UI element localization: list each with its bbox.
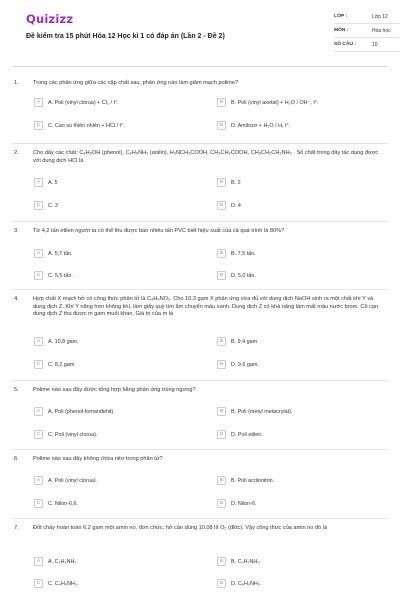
option-letter-badge: C [34,499,43,508]
option-text: C. Nilon-6,6. [48,500,78,507]
option-letter-badge: D [217,271,226,280]
option-b[interactable] [217,475,367,486]
option-letter-badge: B [217,337,226,346]
question-text: Hợp chất X mạch hở có công thức phân tử là C₄H₉NO₂. Cho 10,3 gam X phản ứng vừa đủ với dung dịch NaOH sinh ra một chất khí Y và dung dịch Z. Khí Y nặng hơn không khí, làm giấy quỳ tím ẩm chuyển màu xanh. Dung dịch Z có khả năng làm mất màu nước brom. Cô cạn dung dịch Z thu được m gam muối khan. Giá trị của m là [33,296,379,318]
question-divider [12,518,388,519]
option-d[interactable] [217,200,367,211]
option-text: D. C₆H₅NH₂. [231,580,262,587]
option-c[interactable] [34,359,184,370]
option-letter-badge: B [217,557,226,566]
option-letter-badge: C [34,430,43,439]
option-text: C. Poli (vinyl clorua). [48,431,98,438]
option-d[interactable] [217,578,367,589]
question-divider [12,143,388,144]
option-letter-badge: A [34,178,43,187]
option-letter-badge: A [34,407,43,416]
option-b[interactable] [217,336,367,347]
meta-value: 10 [372,41,378,48]
option-letter-badge: C [34,201,43,210]
question-text: Trong các phản ứng giữa các cặp chất sau, phản ứng nào làm giảm mạch polime? [33,80,239,86]
option-letter-badge: C [34,360,43,369]
option-c[interactable] [34,578,184,589]
option-d[interactable] [217,359,367,370]
meta-row-subject [334,24,400,38]
option-letter-badge: D [217,579,226,588]
option-letter-badge: D [217,201,226,210]
option-c[interactable] [34,200,184,211]
option-c[interactable] [34,120,184,131]
option-text: A. 5,7 tấn. [48,250,73,257]
option-text: C. C₄H₉NH₂. [48,580,79,587]
option-letter-badge: C [34,271,43,280]
question-divider [12,221,388,222]
option-letter-badge: A [34,337,43,346]
option-text: D. Amilozơ + H₂O / H, t°. [231,122,291,129]
option-a[interactable] [34,406,184,417]
option-b[interactable] [217,177,367,188]
option-letter-badge: D [217,121,226,130]
option-letter-badge: A [34,557,43,566]
option-letter-badge: B [217,249,226,258]
option-a[interactable] [34,248,184,259]
option-b[interactable] [217,556,367,567]
option-text: C. 3 [48,202,58,209]
option-text: A. Poli (vinyl clorua) + Cl₂ / t°. [48,99,119,106]
question-divider [12,380,388,381]
question-text: Polime nào sau đây được tổng hợp bằng phản ứng trùng ngưng? [33,387,196,393]
option-b[interactable] [217,406,367,417]
option-text: C. Cao su thiên nhiên + HCl / t°. [48,122,125,129]
question-text: Cho dãy các chất: C₆H₅OH (phenol), C₆H₅NH₂ (anilin), H₂NCH₂COOH, CH₃CH₂COOH, CH₃CH₂CH₂NH₂ . Số chất trong dãy tác dụng được với dung dịch HCl là [33,150,379,164]
option-text: B. Poli (metyl metacrylat). [231,408,293,415]
option-text: A. Poli (vinyl clorua). [48,477,98,484]
option-letter-badge: B [217,407,226,416]
option-text: B. Poli acrilonitrin. [231,477,275,484]
option-a[interactable] [34,475,184,486]
meta-label: LỚP : [334,14,348,19]
option-text: B. 2 [231,179,241,186]
option-b[interactable] [217,97,367,108]
option-letter-badge: B [217,476,226,485]
option-a[interactable] [34,177,184,188]
option-a[interactable] [34,556,184,567]
question-number: 7. [14,525,19,531]
option-c[interactable] [34,270,184,281]
option-text: D. Nilon-6. [231,500,257,507]
question-text: Polime nào sau đây không chứa nitơ trong phân tử? [33,456,163,462]
option-text: D. 5,0 tấn. [231,272,256,279]
question-number: 5. [14,387,19,393]
option-letter-badge: B [217,178,226,187]
meta-value: Lớp 12 [372,13,388,20]
option-c[interactable] [34,498,184,509]
option-text: D. 4 [231,202,241,209]
option-text: B. 7,5 tấn. [231,250,256,257]
meta-label: SỐ CÂU : [334,42,357,47]
meta-row-question-count [334,38,400,52]
quizizz-logo: Quizizz [26,12,74,26]
option-text: A. 5 [48,179,58,186]
option-text: A. 10,8 gam. [48,338,79,345]
option-c[interactable] [34,429,184,440]
option-d[interactable] [217,270,367,281]
option-letter-badge: B [217,98,226,107]
question-number: 6. [14,456,19,462]
worksheet-meta [334,10,400,52]
question-number: 3. [14,228,19,234]
header-divider [12,66,388,67]
option-letter-badge: D [217,499,226,508]
option-d[interactable] [217,120,367,131]
option-letter-badge: C [34,579,43,588]
option-a[interactable] [34,336,184,347]
question-divider [12,449,388,450]
option-letter-badge: D [217,360,226,369]
option-text: B. 9,4 gam. [231,338,259,345]
question-number: 4. [14,296,19,302]
option-b[interactable] [217,248,367,259]
worksheet-title: Đề kiểm tra 15 phút Hóa 12 Học kì 1 có đáp án (Lần 2 - Đề 2) [26,33,225,40]
question-text: Từ 4,2 tấn etilen người ta có thể thu được bao nhiêu tấn PVC biết hiệu suất của cả quá trình là 80%? [33,228,285,234]
meta-label: MÔN : [334,28,349,33]
option-letter-badge: A [34,98,43,107]
option-d[interactable] [217,498,367,509]
option-d[interactable] [217,429,367,440]
question-number: 2. [14,150,19,156]
option-text: A. C₂H₅NH₂. [48,558,79,565]
option-text: A. Poli (phenol-fomanđehit). [48,408,115,415]
option-text: B. Poli (vinyl axetat) + H₂O / OH⁻, t°. [231,99,319,106]
question-number: 1. [14,80,19,86]
option-text: C. 5,5 tấn. [48,272,73,279]
worksheet-header [12,0,391,66]
option-text: C. 8,2 gam. [48,361,76,368]
question-text: Đốt cháy hoàn toàn 6,2 gam một amin no, đơn chức, hở cần dùng 10,08 lít O₂ (đktc). Vậy công thức của amin no đó là [33,525,328,531]
option-letter-badge: A [34,476,43,485]
meta-row-class [334,10,400,24]
option-text: D. 9,6 gam. [231,361,259,368]
option-a[interactable] [34,97,184,108]
option-text: B. C₃H₇NH₂. [231,558,261,565]
meta-value: Hóa học [372,27,391,34]
option-letter-badge: A [34,249,43,258]
option-letter-badge: D [217,430,226,439]
option-text: D. Poli etilen. [231,431,263,438]
question-divider [12,289,388,290]
option-letter-badge: C [34,121,43,130]
